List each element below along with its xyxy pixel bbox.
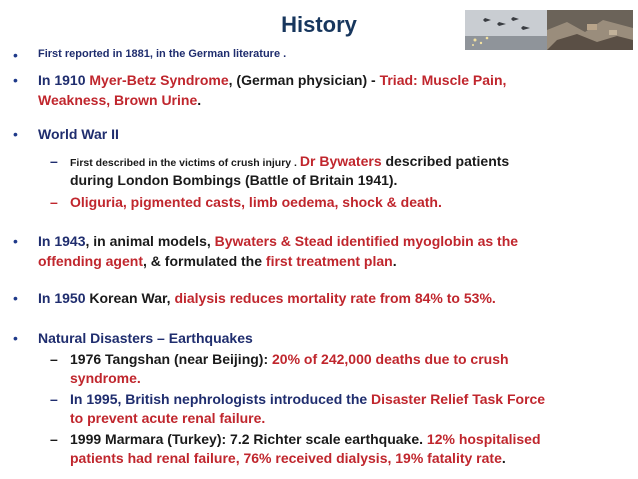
bullet-2-year: In 1910 (38, 72, 90, 88)
bullet-2-period: . (197, 92, 202, 108)
bullet-6-sub-1-deaths: 20% of 242,000 deaths due to crush (272, 351, 509, 367)
bullet-2-line-1 (38, 72, 506, 88)
bullet-5-text (38, 290, 496, 306)
bullet-6-sub-3-hospitalised: 12% hospitalised (426, 431, 541, 447)
bullet-4-plan: first treatment plan (265, 253, 393, 269)
bullet-5-marker: • (13, 290, 18, 306)
bullet-3-sub-2-marker: – (50, 194, 58, 210)
bullet-6-sub-2-line-1 (70, 391, 545, 407)
bullet-1-marker: • (13, 47, 18, 63)
bullet-6-sub-1-tangshan: 1976 Tangshan (near Beijing): (70, 351, 273, 367)
bullet-3-sub-1-bywaters: Dr Bywaters (299, 153, 382, 169)
bullet-6-marker: • (13, 330, 18, 346)
bullet-6-sub-3-line-1 (70, 431, 541, 447)
bullet-5-war: Korean War, (89, 290, 175, 306)
bullet-3-sub-1-line-2: during London Bombings (Battle of Britain 1941). (70, 172, 398, 188)
bullet-3-sub-2-text: Oliguria, pigmented casts, limb oedema, shock & death. (70, 194, 442, 210)
bullet-4-year: In 1943 (38, 233, 86, 249)
bullet-2-syndrome: Myer-Betz Syndrome (89, 72, 229, 88)
bullet-3-sub-1-marker: – (50, 153, 58, 169)
bullet-4-models: , in animal models, (85, 233, 215, 249)
bullet-2-line-2 (38, 92, 201, 108)
bullet-4-line-1 (38, 233, 518, 249)
bullet-4-period: . (392, 253, 397, 269)
bullet-2-marker: • (13, 72, 18, 88)
bullet-4-marker: • (13, 233, 18, 249)
bullet-6-sub-3-period: . (501, 450, 506, 466)
bullet-6-sub-1-line-2: syndrome. (70, 370, 141, 386)
bullet-5-year: In 1950 (38, 290, 90, 306)
bullet-6-sub-2-task-force: Disaster Relief Task Force (371, 391, 546, 407)
slide-title: History (281, 12, 357, 37)
bullet-6-sub-2-nephrologists: In 1995, British nephrologists introduced the (70, 391, 372, 407)
bullet-4-identified: Bywaters & Stead identified myoglobin as the (214, 233, 519, 249)
bullet-5-dialysis: dialysis reduces mortality rate from 84% to 53%. (174, 290, 496, 306)
bullet-2-triad: Triad: Muscle Pain, (379, 72, 507, 88)
bullet-3-marker: • (13, 126, 18, 142)
bullet-3-sub-1-first: First described in the victims of crush injury (70, 157, 292, 169)
bullet-6-sub-1-marker: – (50, 351, 58, 367)
bullet-3-text: World War II (38, 126, 119, 142)
bullet-6-sub-3-line-2 (70, 450, 506, 466)
bullet-2-physician: , (German physician) - (228, 72, 380, 88)
fighter-jets-photo (465, 10, 547, 50)
bullet-6-sub-2-marker: – (50, 391, 58, 407)
bullet-6-sub-3-marmara: 1999 Marmara (Turkey): 7.2 Richter scale earthquake. (70, 431, 427, 447)
bullet-6-sub-2-line-2: to prevent acute renal failure. (70, 410, 266, 426)
bullet-6-sub-1-line-1 (70, 351, 509, 367)
bullet-6-sub-3-stats: patients had renal failure, 76% received dialysis, 19% fatality rate (70, 450, 502, 466)
earthquake-rubble-photo (547, 10, 633, 50)
bullet-4-line-2 (38, 253, 397, 269)
bullet-3-sub-1-dot: . (291, 157, 300, 169)
bullet-3-sub-1-line-1 (70, 153, 509, 169)
bullet-6-sub-3-marker: – (50, 431, 58, 447)
bullet-1-text: First reported in 1881, in the German literature . (38, 48, 287, 60)
bullet-4-agent: offending agent (38, 253, 143, 269)
bullet-3-sub-1-described: described patients (381, 153, 510, 169)
bullet-4-formulated: , & formulated the (143, 253, 266, 269)
bullet-6-text: Natural Disasters – Earthquakes (38, 330, 253, 346)
bullet-2-triad-cont: Weakness, Brown Urine (38, 92, 198, 108)
